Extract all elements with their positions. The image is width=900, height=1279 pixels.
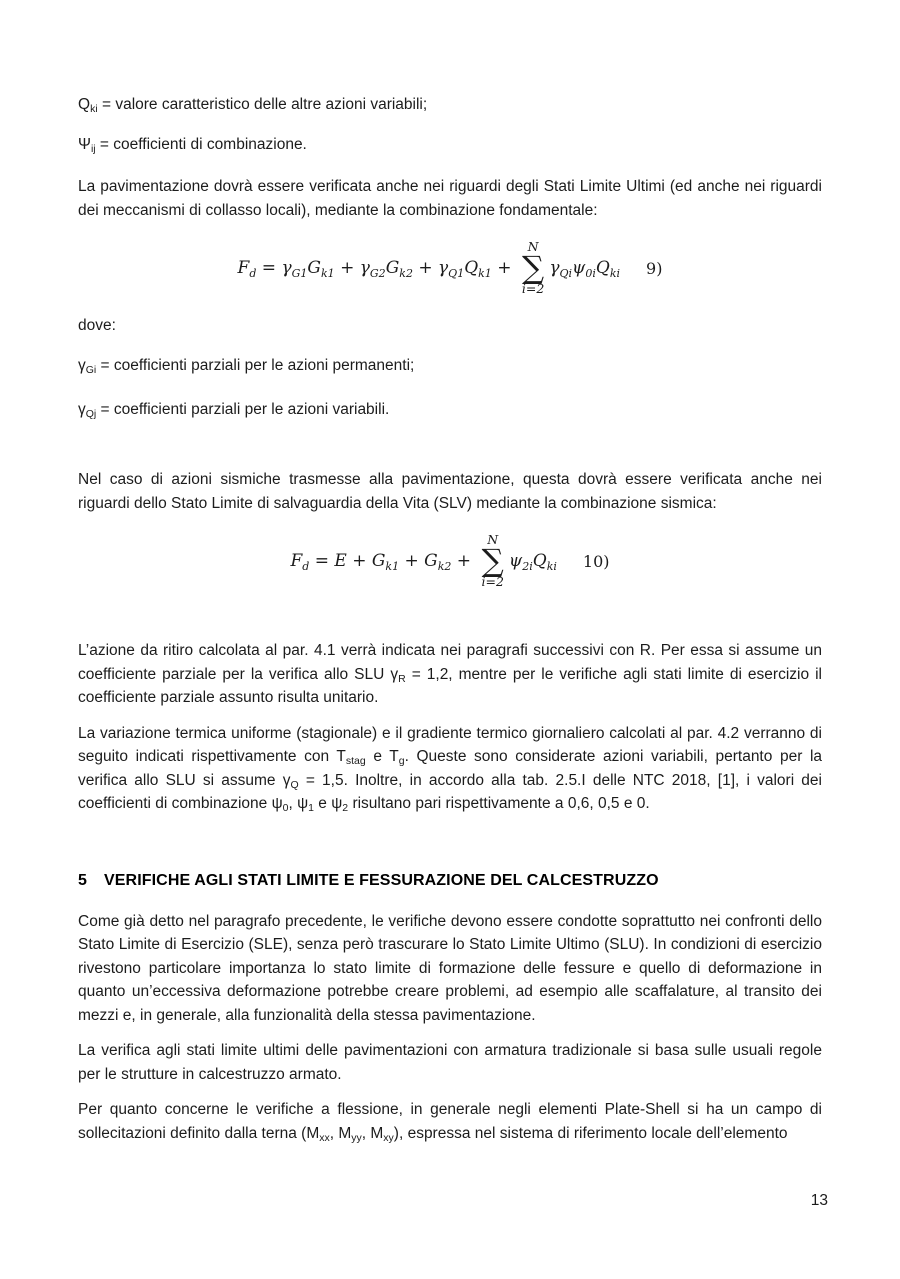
text-run: γ <box>78 357 86 374</box>
subscript: 1 <box>308 802 314 814</box>
subscript: k2 <box>399 267 413 280</box>
subscript: xy <box>383 1131 394 1144</box>
subscript: ij <box>90 143 96 155</box>
math-run: ψ <box>508 551 523 571</box>
subscript: Q <box>290 778 299 791</box>
subscript: k1 <box>385 560 400 573</box>
sum-upper-limit: N <box>487 531 499 547</box>
formula-9 <box>78 236 822 300</box>
math-run: + γ <box>412 258 449 278</box>
subscript: ki <box>609 267 621 280</box>
summation-symbol <box>522 240 544 296</box>
paragraph-termica <box>78 722 822 816</box>
text-run: risultano pari rispettivamente a 0,6, 0,5 e 0. <box>348 795 650 812</box>
sigma-icon: ∑ <box>481 542 504 579</box>
math-run: Q <box>532 551 547 571</box>
paragraph-flessione <box>78 1098 822 1145</box>
text-run: = coefficienti parziali per le azioni permanenti; <box>96 357 415 374</box>
math-run: Q <box>464 258 479 278</box>
subscript: R <box>398 672 406 685</box>
text-run: Q <box>78 96 91 113</box>
section-number: 5 <box>78 871 87 889</box>
subscript: 2 <box>342 802 349 814</box>
subscript: ki <box>90 103 98 115</box>
text-run: Ψ <box>78 136 91 153</box>
math-run: F <box>237 258 250 278</box>
subscript: Qj <box>85 408 97 420</box>
paragraph-ritiro <box>78 639 822 710</box>
summation-symbol <box>481 533 503 589</box>
text-run: , ψ <box>288 795 309 812</box>
text-run: La variazione termica uniforme (stagionale) e il gradiente termico giornaliero calcolati al par. 4.2 verranno di seguito indicati rispettivamente con T <box>78 724 822 765</box>
subscript: stag <box>345 755 366 767</box>
definition-gamma-gi <box>78 356 822 376</box>
section-title: VERIFICHE AGLI STATI LIMITE E FESSURAZIONE DEL CALCESTRUZZO <box>104 871 659 889</box>
sigma-icon: ∑ <box>522 249 545 286</box>
subscript: xx <box>319 1131 330 1144</box>
definition-qki <box>78 95 822 115</box>
subscript: ki <box>546 560 557 573</box>
sum-upper-limit: N <box>527 238 539 254</box>
math-run: + G <box>399 551 438 571</box>
subscript: 0 <box>282 802 289 814</box>
math-run: = γ <box>256 258 292 278</box>
paragraph-pavimentazione: La pavimentazione dovrà essere verificata anche nei riguardi degli Stati Limite Ultimi (ed anche nei riguardi dei meccanismi di collasso locali), mediante la combinazione fondamentale: <box>78 178 822 219</box>
formula-10 <box>78 529 822 593</box>
math-run: + γ <box>334 258 370 278</box>
definition-psi-ij <box>78 135 822 155</box>
subscript: Qi <box>559 267 573 280</box>
subscript: 2i <box>522 560 533 573</box>
subscript: Q1 <box>448 267 465 280</box>
math-run: + <box>451 551 477 571</box>
paragraph-verifica-slu: La verifica agli stati limite ultimi delle pavimentazioni con armatura tradizionale si basa sulle usuali regole per le strutture in calcestruzzo armato. <box>78 1042 822 1083</box>
subscript: 0i <box>585 267 596 280</box>
math-run: F <box>290 551 303 571</box>
text-run: = 1,5. Inoltre, in accordo alla tab. 2.5.I delle NTC 2018, [1], i valori dei coefficienti di combinazione ψ <box>78 771 822 812</box>
formula-10-lhs <box>290 551 476 571</box>
text-run: e ψ <box>314 795 343 812</box>
math-run: Q <box>595 258 610 278</box>
text-run: = coefficienti di combinazione. <box>95 136 307 153</box>
math-run: + <box>491 258 517 278</box>
math-run: G <box>307 258 321 278</box>
section-heading-5 <box>78 872 822 890</box>
math-run: = E + G <box>309 551 386 571</box>
subscript: d <box>302 560 310 573</box>
math-run: G <box>385 258 400 278</box>
subscript: G1 <box>291 267 308 280</box>
paragraph-sismica: Nel caso di azioni sismiche trasmesse alla pavimentazione, questa dovrà essere verificata anche nei riguardi dello Stato Limite di salvaguardia della Vita (SLV) mediante la combinazione sismica: <box>78 471 822 512</box>
sum-lower-limit: i=2 <box>481 574 504 590</box>
math-run: ψ <box>572 258 586 278</box>
text-run: ), espressa nel sistema di riferimento locale dell’elemento <box>393 1124 788 1142</box>
equation-number: 10) <box>582 551 610 571</box>
text-run: . Queste sono considerate azioni variabili, pertanto per la verifica allo SLU si assume γ <box>78 748 823 789</box>
definition-gamma-qj <box>78 400 822 420</box>
text-run: Per quanto concerne le verifiche a flessione, in generale negli elementi Plate-Shell si ha un campo di sollecitazioni definito dalla terna (M <box>78 1101 822 1142</box>
subscript: G2 <box>369 267 386 280</box>
text-run: = coefficienti parziali per le azioni variabili. <box>96 401 390 418</box>
paragraph-come-gia-detto: Come già detto nel paragrafo precedente, le verifiche devono essere condotte soprattutto nei confronti dello Stato Limite di Esercizio (SLE), senza però trascurare lo Stato Limite Ultimo (SLU). In condizioni di esercizio rivestono particolare importanza lo stato limite di formazione delle fessure e quello di deformazione in quanto un’eccessiva deformazione potrebbe creare problemi, ad esempio alle scaffalature, al transito dei mezzi e, in generale, alla funzionalità della stessa pavimentazione. <box>78 912 822 1024</box>
text-run: = 1,2, mentre per le verifiche agli stati limite di esercizio il coefficiente parziale assunto risulta unitario. <box>78 665 822 706</box>
text-run: , M <box>329 1124 352 1142</box>
math-run: γ <box>549 258 560 278</box>
page-number: 13 <box>810 1192 828 1209</box>
text-run: , M <box>361 1124 384 1142</box>
subscript: k1 <box>321 267 335 280</box>
sum-lower-limit: i=2 <box>521 281 545 297</box>
subscript: Gi <box>85 364 97 376</box>
formula-10-rhs <box>509 551 557 571</box>
text-run: γ <box>78 401 86 418</box>
text-run: e T <box>365 748 399 765</box>
subscript: k2 <box>437 560 452 573</box>
text-run: = valore caratteristico delle altre azioni variabili; <box>97 96 428 113</box>
subscript: yy <box>351 1131 362 1144</box>
dove-label: dove: <box>78 317 116 334</box>
equation-number: 9) <box>646 258 663 278</box>
subscript: d <box>249 267 257 280</box>
subscript: g <box>398 755 405 767</box>
formula-9-rhs <box>549 258 620 278</box>
text-run: L’azione da ritiro calcolata al par. 4.1 verrà indicata nei paragrafi successivi con R. Per essa si assume un coefficiente parziale per la verifica allo SLU γ <box>78 642 822 683</box>
subscript: k1 <box>478 267 492 280</box>
formula-9-lhs <box>238 258 517 278</box>
